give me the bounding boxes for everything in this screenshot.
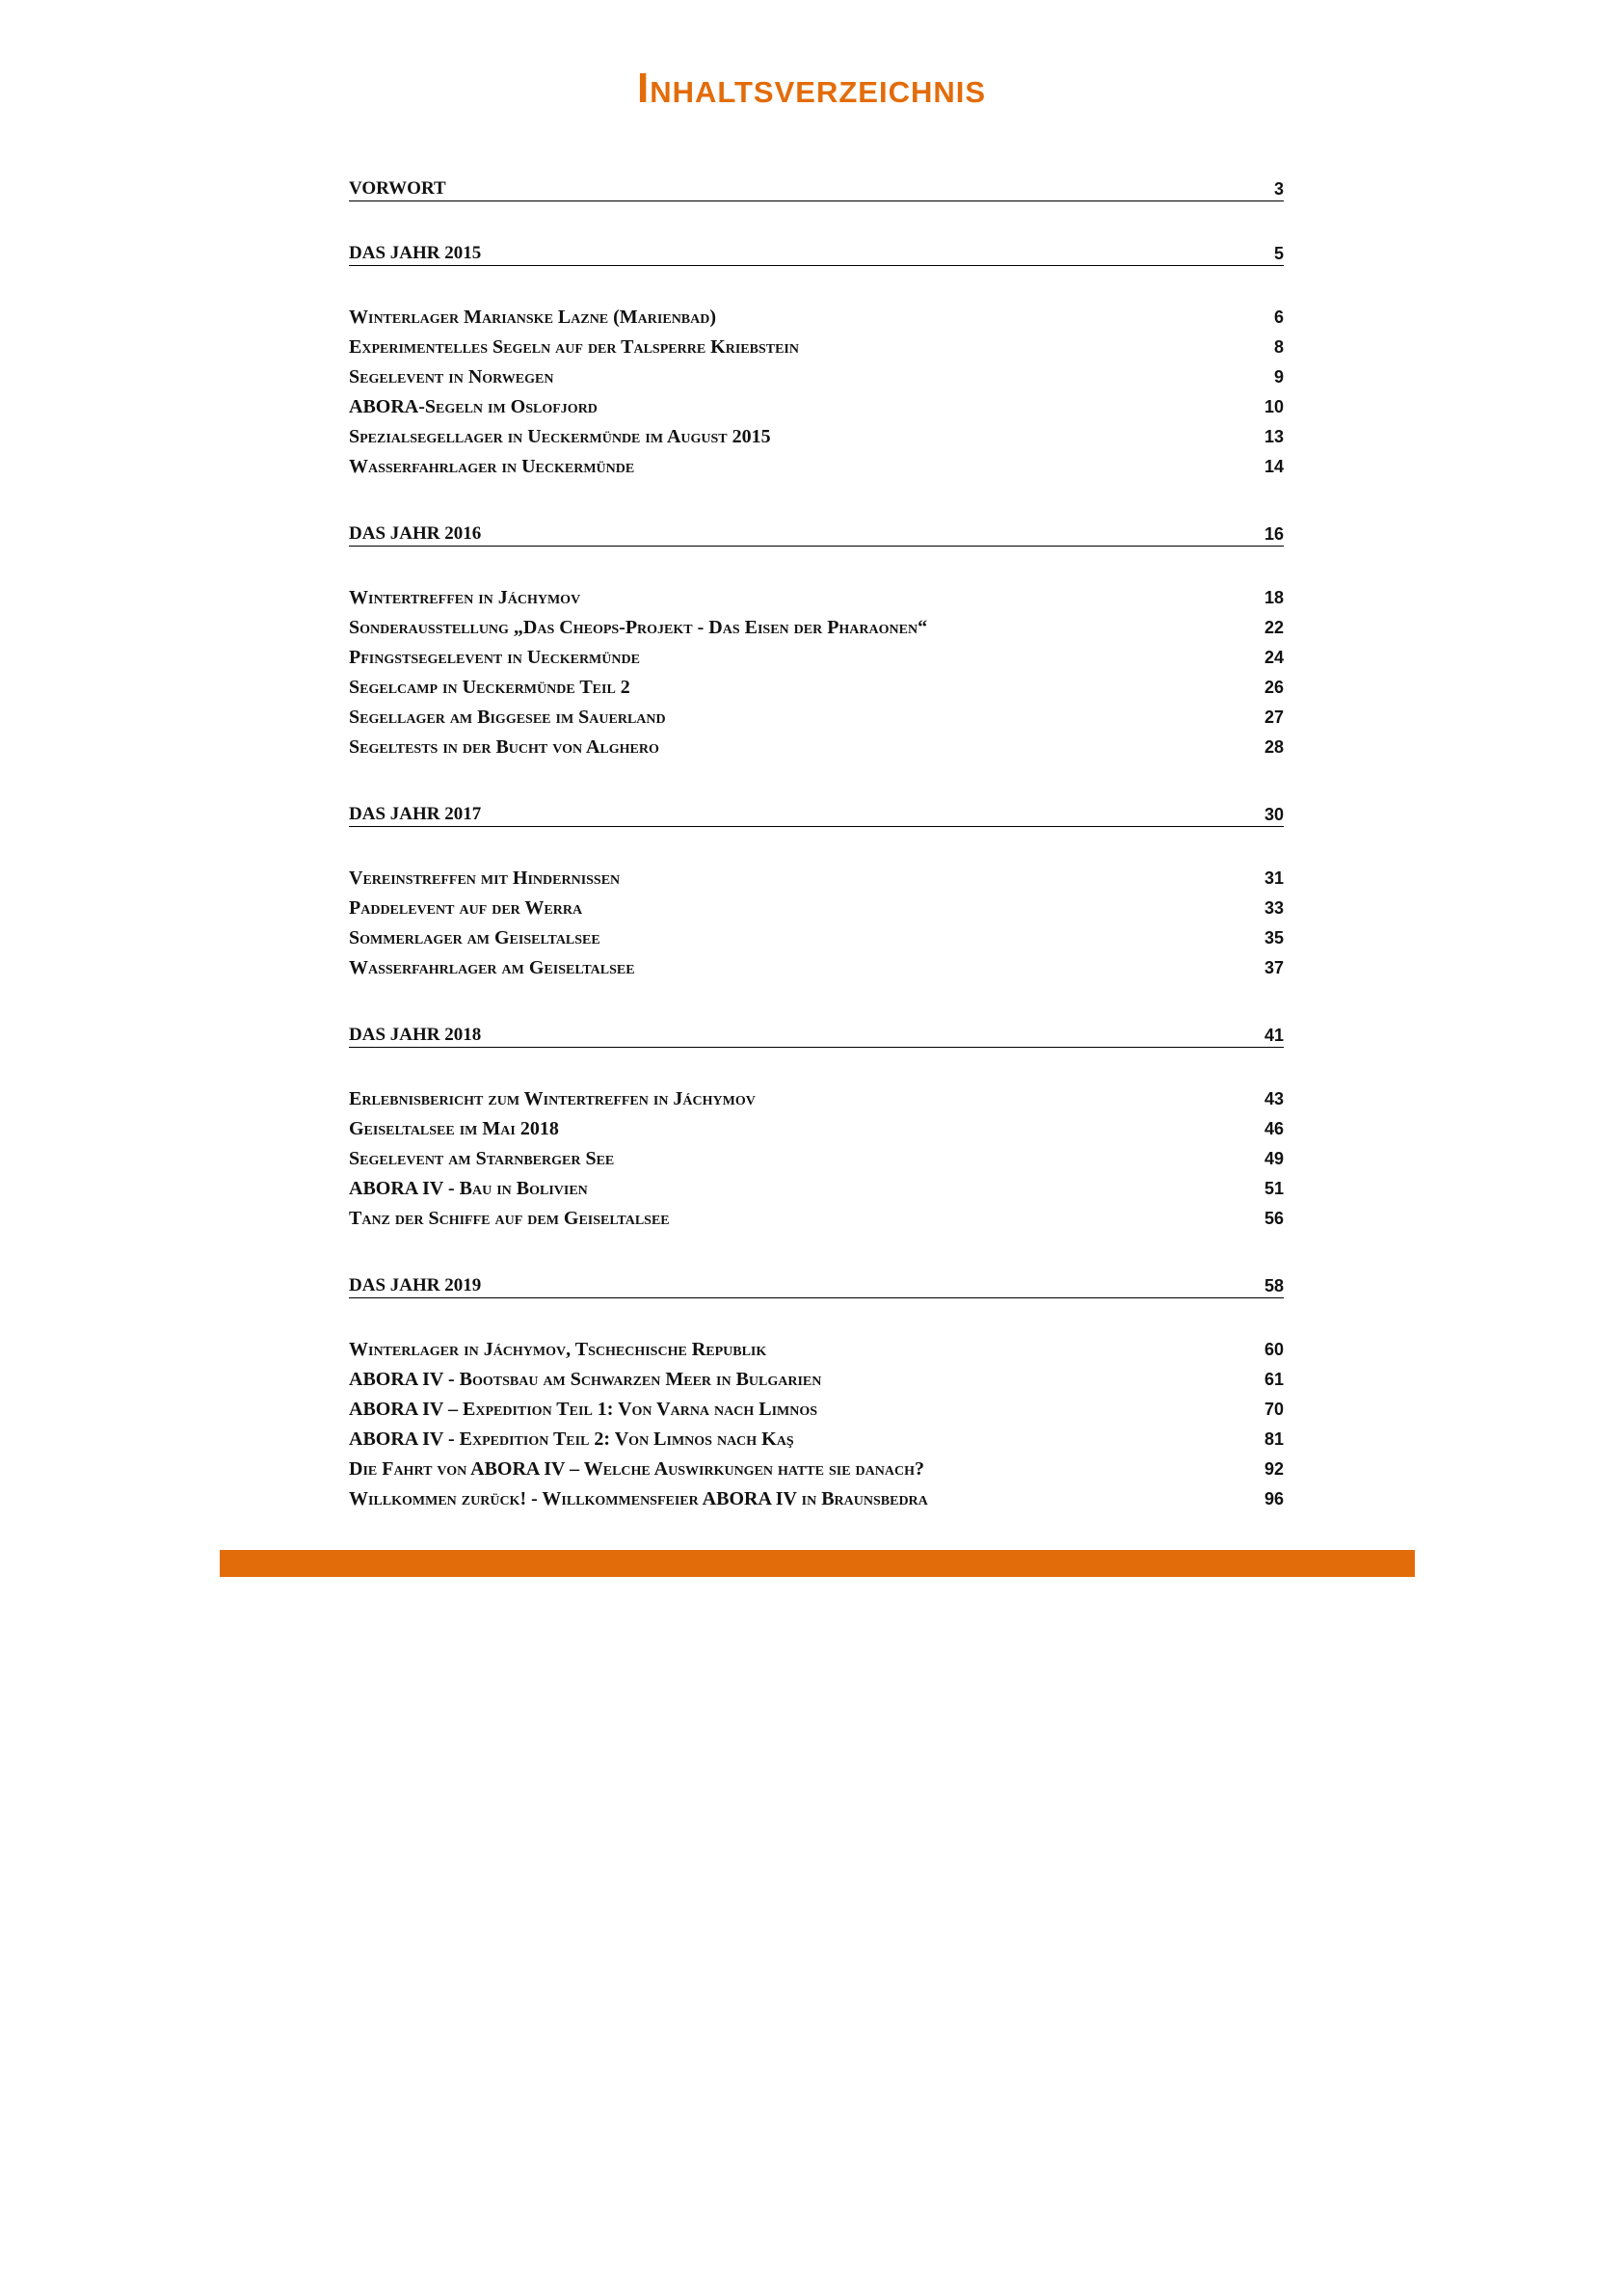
toc-section-heading[interactable] xyxy=(349,174,1284,201)
page-title: Inhaltsverzeichnis xyxy=(636,65,987,112)
section-page-number: 58 xyxy=(1264,1276,1284,1295)
toc-entry-page-number: 9 xyxy=(1273,367,1284,387)
section-heading-label: DAS JAHR 2017 xyxy=(349,804,482,824)
toc-entry-label: Wasserfahrlager am Geiseltalsee xyxy=(349,957,635,978)
section-heading-label: DAS JAHR 2018 xyxy=(349,1025,482,1045)
toc-entry[interactable] xyxy=(349,1204,1284,1234)
section-page-number: 16 xyxy=(1264,524,1284,544)
toc-entry[interactable] xyxy=(349,362,1284,392)
toc-entry-label: Winterlager Marianske Lazne (Marienbad) xyxy=(349,307,717,328)
toc-entry-page-number: 31 xyxy=(1264,868,1284,888)
toc-entry-page-number: 35 xyxy=(1264,928,1284,948)
toc-entry[interactable] xyxy=(349,894,1284,923)
toc-entry-page-number: 18 xyxy=(1264,588,1284,607)
toc-entry-label: Segelevent in Norwegen xyxy=(349,366,554,387)
toc-entry-page-number: 92 xyxy=(1264,1459,1284,1479)
section-heading-label: DAS JAHR 2016 xyxy=(349,523,482,544)
toc-entry[interactable] xyxy=(349,673,1284,703)
toc-section xyxy=(349,519,1284,762)
toc-entry-label: Paddelevent auf der Werra xyxy=(349,897,583,919)
toc-entry-page-number: 14 xyxy=(1264,457,1284,476)
section-page-number: 30 xyxy=(1264,805,1284,824)
toc-entry-page-number: 51 xyxy=(1264,1179,1284,1198)
toc-section-heading[interactable] xyxy=(349,1020,1284,1048)
toc-entry-label: Tanz der Schiffe auf dem Geiseltalsee xyxy=(349,1208,670,1229)
toc-entry-label: Vereinstreffen mit Hindernissen xyxy=(349,868,621,889)
toc-entry[interactable] xyxy=(349,1174,1284,1204)
toc-entry-page-number: 70 xyxy=(1264,1400,1284,1419)
toc-entry-list xyxy=(349,1335,1284,1514)
section-page-number: 3 xyxy=(1273,179,1284,199)
toc-section xyxy=(349,799,1284,983)
toc-entry[interactable] xyxy=(349,703,1284,733)
toc-entry-label: Sommerlager am Geiseltalsee xyxy=(349,927,600,948)
toc-entry-list xyxy=(349,303,1284,482)
toc-entry-label: Segelevent am Starnberger See xyxy=(349,1148,615,1169)
toc-entry-page-number: 96 xyxy=(1264,1489,1284,1508)
toc-entry-label: Pfingstsegelevent in Ueckermünde xyxy=(349,647,640,668)
toc-entry-page-number: 22 xyxy=(1264,618,1284,637)
section-page-number: 5 xyxy=(1273,244,1284,263)
toc-entry-label: Die Fahrt von ABORA IV – Welche Auswirkungen hatte sie danach? xyxy=(349,1458,925,1480)
toc-entry-label: Winterlager in Jáchymov, Tschechische Republik xyxy=(349,1339,767,1360)
toc-entry-label: Spezialsegellager in Ueckermünde im August 2015 xyxy=(349,426,771,447)
toc-entry-label: ABORA-Segeln im Oslofjord xyxy=(349,396,598,417)
toc-entry-label: Segellager am Biggesee im Sauerland xyxy=(349,707,666,728)
toc-entry[interactable] xyxy=(349,1084,1284,1114)
toc-entry-label: Willkommen zurück! - Willkommensfeier ABORA IV in Braunsbedra xyxy=(349,1488,928,1509)
toc-entry[interactable] xyxy=(349,333,1284,362)
toc-entry-page-number: 60 xyxy=(1264,1340,1284,1359)
toc-entry-label: Segeltests in der Bucht von Alghero xyxy=(349,736,659,758)
toc-entry-page-number: 10 xyxy=(1264,397,1284,416)
toc-entry-page-number: 28 xyxy=(1264,737,1284,757)
toc-entry[interactable] xyxy=(349,392,1284,422)
toc-entry-label: Erlebnisbericht zum Wintertreffen in Jáchymov xyxy=(349,1088,756,1109)
toc-entry-page-number: 8 xyxy=(1273,337,1284,357)
toc-entry[interactable] xyxy=(349,643,1284,673)
toc-section xyxy=(349,174,1284,201)
toc-entry[interactable] xyxy=(349,1455,1284,1484)
section-heading-label: DAS JAHR 2015 xyxy=(349,243,482,263)
toc-section-heading[interactable] xyxy=(349,519,1284,547)
toc-entry[interactable] xyxy=(349,953,1284,983)
toc-entry-label: ABORA IV - Bau in Bolivien xyxy=(349,1178,588,1199)
toc-entry-page-number: 13 xyxy=(1264,427,1284,446)
toc-entry[interactable] xyxy=(349,1395,1284,1425)
toc-section-heading[interactable] xyxy=(349,238,1284,266)
toc-entry[interactable] xyxy=(349,1425,1284,1455)
toc-entry-label: Geiseltalsee im Mai 2018 xyxy=(349,1118,559,1139)
toc-entry-page-number: 61 xyxy=(1264,1370,1284,1389)
toc-entry-list xyxy=(349,583,1284,762)
toc-entry[interactable] xyxy=(349,923,1284,953)
toc-entry-label: ABORA IV - Expedition Teil 2: Von Limnos nach Kaş xyxy=(349,1428,794,1450)
toc-entry-label: Wintertreffen in Jáchymov xyxy=(349,587,581,608)
toc-entry-page-number: 37 xyxy=(1264,958,1284,977)
toc-entry-label: Segelcamp in Ueckermünde Teil 2 xyxy=(349,677,630,698)
section-heading-label: VORWORT xyxy=(349,178,446,199)
toc-entry[interactable] xyxy=(349,1484,1284,1514)
toc-entry-label: ABORA IV - Bootsbau am Schwarzen Meer in Bulgarien xyxy=(349,1369,822,1390)
toc-entry[interactable] xyxy=(349,1365,1284,1395)
toc-entry-page-number: 27 xyxy=(1264,707,1284,727)
toc-entry-list xyxy=(349,864,1284,983)
toc-entry-page-number: 26 xyxy=(1264,678,1284,697)
toc-entry-label: ABORA IV – Expedition Teil 1: Von Varna nach Limnos xyxy=(349,1399,818,1420)
toc-section-heading[interactable] xyxy=(349,799,1284,827)
toc-entry-page-number: 81 xyxy=(1264,1429,1284,1449)
toc-entry[interactable] xyxy=(349,864,1284,894)
toc-entry[interactable] xyxy=(349,1335,1284,1365)
toc-entry[interactable] xyxy=(349,613,1284,643)
toc-entry[interactable] xyxy=(349,733,1284,762)
toc-entry[interactable] xyxy=(349,583,1284,613)
toc-entry-label: Sonderausstellung „Das Cheops-Projekt - Das Eisen der Pharaonen“ xyxy=(349,617,928,638)
toc-entry-label: Experimentelles Segeln auf der Talsperre Kriebstein xyxy=(349,336,799,358)
toc-entry-page-number: 56 xyxy=(1264,1209,1284,1228)
section-heading-label: DAS JAHR 2019 xyxy=(349,1275,482,1295)
toc-entry-label: Wasserfahrlager in Ueckermünde xyxy=(349,456,635,477)
footer-accent-bar xyxy=(220,1550,1415,1577)
toc-section xyxy=(349,238,1284,482)
toc-entry-page-number: 6 xyxy=(1273,307,1284,327)
toc-entry-page-number: 46 xyxy=(1264,1119,1284,1138)
toc-entry[interactable] xyxy=(349,422,1284,452)
toc-entry[interactable] xyxy=(349,1144,1284,1174)
toc-section-heading[interactable] xyxy=(349,1270,1284,1298)
toc-section xyxy=(349,1270,1284,1514)
toc-entry[interactable] xyxy=(349,452,1284,482)
toc-entry[interactable] xyxy=(349,1114,1284,1144)
toc-entry[interactable] xyxy=(349,303,1284,333)
toc-entry-page-number: 43 xyxy=(1264,1089,1284,1108)
toc-entry-list xyxy=(349,1084,1284,1234)
section-page-number: 41 xyxy=(1264,1026,1284,1045)
toc-entry-page-number: 24 xyxy=(1264,648,1284,667)
toc-entry-page-number: 49 xyxy=(1264,1149,1284,1168)
table-of-contents xyxy=(349,174,1284,1551)
toc-entry-page-number: 33 xyxy=(1264,898,1284,918)
toc-section xyxy=(349,1020,1284,1234)
